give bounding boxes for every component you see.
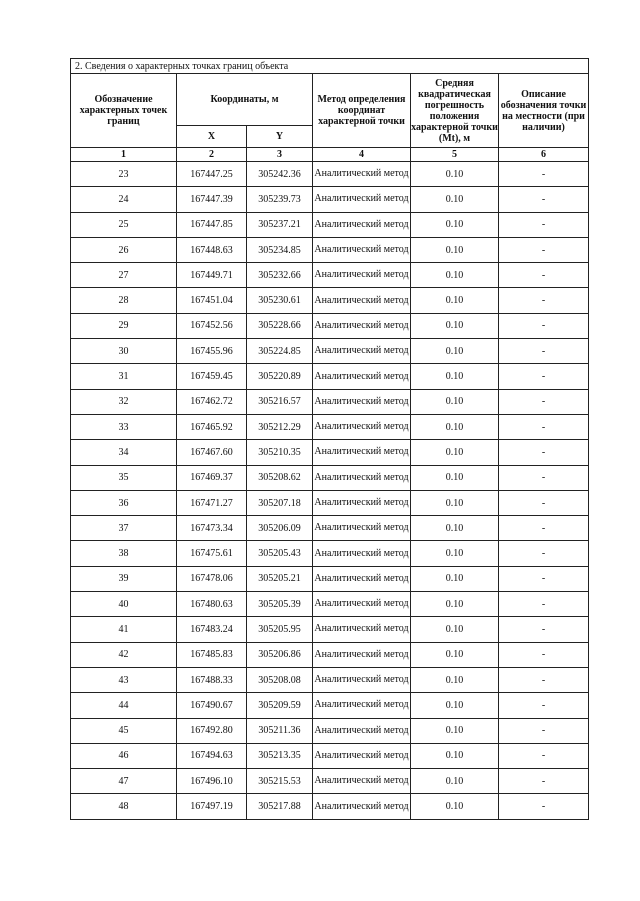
x-cell: 167497.19 <box>177 794 247 819</box>
table-row <box>71 693 589 718</box>
point-cell: 28 <box>71 288 177 313</box>
method-cell: Аналитический метод <box>313 187 411 212</box>
x-cell: 167469.37 <box>177 465 247 490</box>
point-cell: 40 <box>71 592 177 617</box>
error-cell: 0.10 <box>411 490 499 515</box>
point-cell: 30 <box>71 339 177 364</box>
y-cell: 305239.73 <box>247 187 313 212</box>
x-cell: 167471.27 <box>177 490 247 515</box>
method-cell: Аналитический метод <box>313 339 411 364</box>
table-row <box>71 541 589 566</box>
point-cell: 46 <box>71 743 177 768</box>
method-cell: Аналитический метод <box>313 263 411 288</box>
point-cell: 33 <box>71 414 177 439</box>
point-cell: 38 <box>71 541 177 566</box>
error-cell: 0.10 <box>411 667 499 692</box>
table-row <box>71 718 589 743</box>
error-cell: 0.10 <box>411 794 499 819</box>
description-cell: - <box>499 642 589 667</box>
table-row <box>71 769 589 794</box>
method-cell: Аналитический метод <box>313 490 411 515</box>
table-row <box>71 440 589 465</box>
table-row <box>71 313 589 338</box>
y-cell: 305228.66 <box>247 313 313 338</box>
method-cell: Аналитический метод <box>313 162 411 187</box>
y-cell: 305208.62 <box>247 465 313 490</box>
header-description: Описание обозначения точки на местности (при наличии) <box>499 74 589 148</box>
x-cell: 167475.61 <box>177 541 247 566</box>
point-cell: 45 <box>71 718 177 743</box>
y-cell: 305210.35 <box>247 440 313 465</box>
table-row <box>71 364 589 389</box>
table-row <box>71 667 589 692</box>
y-cell: 305205.39 <box>247 592 313 617</box>
point-cell: 44 <box>71 693 177 718</box>
error-cell: 0.10 <box>411 364 499 389</box>
method-cell: Аналитический метод <box>313 313 411 338</box>
error-cell: 0.10 <box>411 718 499 743</box>
method-cell: Аналитический метод <box>313 541 411 566</box>
y-cell: 305220.89 <box>247 364 313 389</box>
point-cell: 24 <box>71 187 177 212</box>
method-cell: Аналитический метод <box>313 465 411 490</box>
description-cell: - <box>499 465 589 490</box>
point-cell: 36 <box>71 490 177 515</box>
x-cell: 167462.72 <box>177 389 247 414</box>
table-row <box>71 516 589 541</box>
header-method: Метод определения координат характерной точки <box>313 74 411 148</box>
column-number: 5 <box>411 148 499 162</box>
error-cell: 0.10 <box>411 288 499 313</box>
error-cell: 0.10 <box>411 617 499 642</box>
error-cell: 0.10 <box>411 212 499 237</box>
error-cell: 0.10 <box>411 414 499 439</box>
method-cell: Аналитический метод <box>313 693 411 718</box>
method-cell: Аналитический метод <box>313 794 411 819</box>
point-cell: 26 <box>71 237 177 262</box>
x-cell: 167447.25 <box>177 162 247 187</box>
error-cell: 0.10 <box>411 237 499 262</box>
description-cell: - <box>499 187 589 212</box>
table-row <box>71 794 589 819</box>
error-cell: 0.10 <box>411 465 499 490</box>
x-cell: 167490.67 <box>177 693 247 718</box>
y-cell: 305230.61 <box>247 288 313 313</box>
y-cell: 305224.85 <box>247 339 313 364</box>
point-cell: 43 <box>71 667 177 692</box>
table-row <box>71 263 589 288</box>
method-cell: Аналитический метод <box>313 440 411 465</box>
error-cell: 0.10 <box>411 187 499 212</box>
column-number: 3 <box>247 148 313 162</box>
section-title: 2. Сведения о характерных точках границ объекта <box>71 59 589 74</box>
x-cell: 167451.04 <box>177 288 247 313</box>
error-cell: 0.10 <box>411 693 499 718</box>
x-cell: 167455.96 <box>177 339 247 364</box>
description-cell: - <box>499 718 589 743</box>
point-cell: 27 <box>71 263 177 288</box>
table-row <box>71 212 589 237</box>
y-cell: 305237.21 <box>247 212 313 237</box>
point-cell: 29 <box>71 313 177 338</box>
point-cell: 39 <box>71 566 177 591</box>
table-row <box>71 566 589 591</box>
description-cell: - <box>499 743 589 768</box>
y-cell: 305207.18 <box>247 490 313 515</box>
x-cell: 167473.34 <box>177 516 247 541</box>
description-cell: - <box>499 490 589 515</box>
method-cell: Аналитический метод <box>313 288 411 313</box>
method-cell: Аналитический метод <box>313 516 411 541</box>
point-cell: 42 <box>71 642 177 667</box>
x-cell: 167467.60 <box>177 440 247 465</box>
table-row <box>71 465 589 490</box>
y-cell: 305212.29 <box>247 414 313 439</box>
table-row <box>71 187 589 212</box>
y-cell: 305205.21 <box>247 566 313 591</box>
description-cell: - <box>499 364 589 389</box>
x-cell: 167448.63 <box>177 237 247 262</box>
error-cell: 0.10 <box>411 389 499 414</box>
method-cell: Аналитический метод <box>313 566 411 591</box>
error-cell: 0.10 <box>411 263 499 288</box>
description-cell: - <box>499 794 589 819</box>
column-number: 2 <box>177 148 247 162</box>
x-cell: 167465.92 <box>177 414 247 439</box>
y-cell: 305213.35 <box>247 743 313 768</box>
description-cell: - <box>499 566 589 591</box>
description-cell: - <box>499 389 589 414</box>
y-cell: 305242.36 <box>247 162 313 187</box>
y-cell: 305206.86 <box>247 642 313 667</box>
method-cell: Аналитический метод <box>313 389 411 414</box>
column-number: 1 <box>71 148 177 162</box>
y-cell: 305205.95 <box>247 617 313 642</box>
x-cell: 167488.33 <box>177 667 247 692</box>
x-cell: 167447.39 <box>177 187 247 212</box>
point-cell: 48 <box>71 794 177 819</box>
table-row <box>71 389 589 414</box>
x-cell: 167494.63 <box>177 743 247 768</box>
point-cell: 35 <box>71 465 177 490</box>
table-row <box>71 288 589 313</box>
error-cell: 0.10 <box>411 743 499 768</box>
y-cell: 305234.85 <box>247 237 313 262</box>
point-cell: 41 <box>71 617 177 642</box>
description-cell: - <box>499 592 589 617</box>
x-cell: 167452.56 <box>177 313 247 338</box>
point-cell: 47 <box>71 769 177 794</box>
table-row <box>71 642 589 667</box>
description-cell: - <box>499 237 589 262</box>
x-cell: 167449.71 <box>177 263 247 288</box>
y-cell: 305205.43 <box>247 541 313 566</box>
description-cell: - <box>499 339 589 364</box>
x-cell: 167485.83 <box>177 642 247 667</box>
error-cell: 0.10 <box>411 566 499 591</box>
header-point-designation: Обозначение характерных точек границ <box>71 74 177 148</box>
table-row <box>71 162 589 187</box>
description-cell: - <box>499 769 589 794</box>
point-cell: 32 <box>71 389 177 414</box>
description-cell: - <box>499 693 589 718</box>
y-cell: 305206.09 <box>247 516 313 541</box>
method-cell: Аналитический метод <box>313 364 411 389</box>
method-cell: Аналитический метод <box>313 592 411 617</box>
x-cell: 167496.10 <box>177 769 247 794</box>
table-row <box>71 490 589 515</box>
x-cell: 167480.63 <box>177 592 247 617</box>
method-cell: Аналитический метод <box>313 743 411 768</box>
x-cell: 167483.24 <box>177 617 247 642</box>
description-cell: - <box>499 440 589 465</box>
point-cell: 34 <box>71 440 177 465</box>
error-cell: 0.10 <box>411 592 499 617</box>
column-number: 4 <box>313 148 411 162</box>
y-cell: 305216.57 <box>247 389 313 414</box>
x-cell: 167447.85 <box>177 212 247 237</box>
x-cell: 167459.45 <box>177 364 247 389</box>
header-y: Y <box>247 126 313 148</box>
document-sheet <box>70 58 588 820</box>
error-cell: 0.10 <box>411 516 499 541</box>
header-error: Средняя квадратическая погрешность положения характерной точки (Mt), м <box>411 74 499 148</box>
y-cell: 305211.36 <box>247 718 313 743</box>
method-cell: Аналитический метод <box>313 718 411 743</box>
description-cell: - <box>499 162 589 187</box>
error-cell: 0.10 <box>411 642 499 667</box>
description-cell: - <box>499 516 589 541</box>
y-cell: 305232.66 <box>247 263 313 288</box>
table-row <box>71 617 589 642</box>
description-cell: - <box>499 212 589 237</box>
y-cell: 305217.88 <box>247 794 313 819</box>
error-cell: 0.10 <box>411 769 499 794</box>
method-cell: Аналитический метод <box>313 642 411 667</box>
header-x: X <box>177 126 247 148</box>
method-cell: Аналитический метод <box>313 414 411 439</box>
table-row <box>71 743 589 768</box>
error-cell: 0.10 <box>411 440 499 465</box>
table-row <box>71 339 589 364</box>
error-cell: 0.10 <box>411 339 499 364</box>
description-cell: - <box>499 313 589 338</box>
error-cell: 0.10 <box>411 313 499 338</box>
y-cell: 305209.59 <box>247 693 313 718</box>
error-cell: 0.10 <box>411 541 499 566</box>
table-row <box>71 237 589 262</box>
method-cell: Аналитический метод <box>313 212 411 237</box>
y-cell: 305208.08 <box>247 667 313 692</box>
point-cell: 37 <box>71 516 177 541</box>
method-cell: Аналитический метод <box>313 237 411 262</box>
table-row <box>71 592 589 617</box>
method-cell: Аналитический метод <box>313 667 411 692</box>
description-cell: - <box>499 617 589 642</box>
description-cell: - <box>499 414 589 439</box>
description-cell: - <box>499 667 589 692</box>
header-coordinates: Координаты, м <box>177 74 313 126</box>
table-row <box>71 414 589 439</box>
error-cell: 0.10 <box>411 162 499 187</box>
description-cell: - <box>499 541 589 566</box>
description-cell: - <box>499 288 589 313</box>
column-number: 6 <box>499 148 589 162</box>
boundary-points-table <box>70 58 589 820</box>
x-cell: 167492.80 <box>177 718 247 743</box>
point-cell: 25 <box>71 212 177 237</box>
y-cell: 305215.53 <box>247 769 313 794</box>
method-cell: Аналитический метод <box>313 617 411 642</box>
point-cell: 31 <box>71 364 177 389</box>
description-cell: - <box>499 263 589 288</box>
point-cell: 23 <box>71 162 177 187</box>
x-cell: 167478.06 <box>177 566 247 591</box>
method-cell: Аналитический метод <box>313 769 411 794</box>
